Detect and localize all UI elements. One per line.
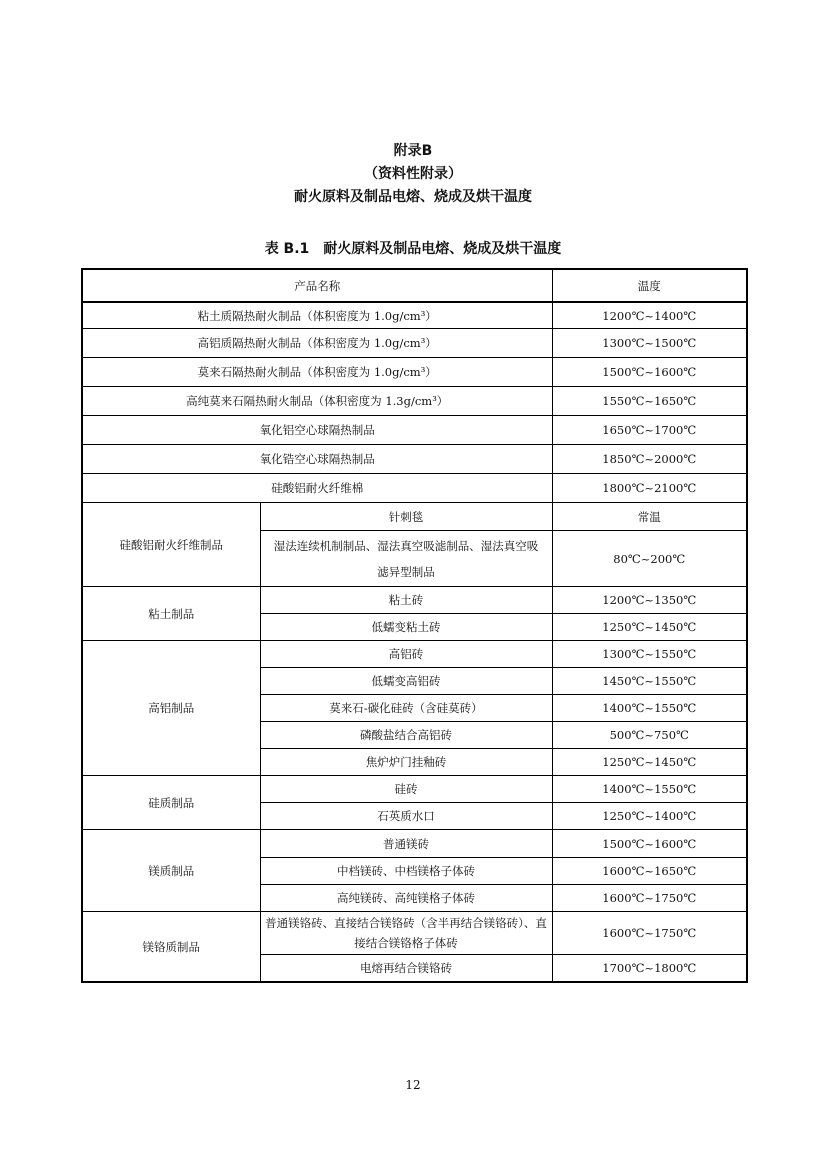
temperature-cell: 1200℃~1350℃: [552, 587, 747, 614]
temperature-cell: 1450℃~1550℃: [552, 668, 747, 695]
product-cell: 氧化锆空心球隔热制品: [82, 445, 552, 474]
temperature-cell: 1300℃~1500℃: [552, 329, 747, 358]
category-cell: 高铝制品: [82, 641, 260, 776]
product-cell: 高纯镁砖、高纯镁格子体砖: [260, 885, 552, 912]
product-cell: 低蠕变粘土砖: [260, 614, 552, 641]
table-body: [82, 302, 747, 982]
table-row: [82, 503, 747, 531]
temperature-cell: 1600℃~1750℃: [552, 885, 747, 912]
temperature-cell: 1250℃~1450℃: [552, 614, 747, 641]
table-row: [82, 912, 747, 955]
temperature-cell: 1200℃~1400℃: [552, 302, 747, 329]
table-row: [82, 302, 747, 329]
temperature-cell: 1250℃~1450℃: [552, 749, 747, 776]
temperature-table: [81, 268, 748, 983]
temperature-cell: 80℃~200℃: [552, 531, 747, 587]
category-cell: 镁铬质制品: [82, 912, 260, 983]
product-cell: 中档镁砖、中档镁格子体砖: [260, 858, 552, 885]
table-row: [82, 329, 747, 358]
category-cell: 硅酸铝耐火纤维制品: [82, 503, 260, 587]
product-cell: 磷酸盐结合高铝砖: [260, 722, 552, 749]
appendix-label: 附录B: [393, 143, 433, 159]
table-row: [82, 474, 747, 503]
product-cell: 粘土砖: [260, 587, 552, 614]
product-cell: 莫来石-碳化硅砖（含硅莫砖）: [260, 695, 552, 722]
product-cell: 石英质水口: [260, 803, 552, 830]
product-cell: 高铝砖: [260, 641, 552, 668]
category-cell: 粘土制品: [82, 587, 260, 641]
product-cell: 针刺毯: [260, 503, 552, 531]
product-cell: 粘土质隔热耐火制品（体积密度为 1.0g/cm³）: [82, 302, 552, 329]
table-caption: 表 B.1 耐火原料及制品电熔、烧成及烘干温度: [264, 241, 562, 257]
temperature-cell: 1600℃~1750℃: [552, 912, 747, 955]
product-cell: 莫来石隔热耐火制品（体积密度为 1.0g/cm³）: [82, 358, 552, 387]
product-cell: 低蠕变高铝砖: [260, 668, 552, 695]
temperature-cell: 1500℃~1600℃: [552, 358, 747, 387]
appendix-title: 耐火原料及制品电熔、烧成及烘干温度: [294, 189, 532, 205]
temperature-cell: 1250℃~1400℃: [552, 803, 747, 830]
table-row: [82, 358, 747, 387]
table-row: [82, 416, 747, 445]
product-cell: 氧化铝空心球隔热制品: [82, 416, 552, 445]
temperature-cell: 1800℃~2100℃: [552, 474, 747, 503]
table-row: [82, 387, 747, 416]
header-product: 产品名称: [82, 269, 552, 302]
product-cell: 高纯莫来石隔热耐火制品（体积密度为 1.3g/cm³）: [82, 387, 552, 416]
category-cell: 硅质制品: [82, 776, 260, 830]
temperature-cell: 1300℃~1550℃: [552, 641, 747, 668]
table-row: [82, 445, 747, 474]
table-row: [82, 830, 747, 858]
table-row: [82, 587, 747, 614]
temperature-cell: 1400℃~1550℃: [552, 776, 747, 803]
temperature-cell: 常温: [552, 503, 747, 531]
product-cell: 普通镁铬砖、直接结合镁铬砖（含半再结合镁铬砖）、直接结合镁铬格子体砖: [260, 912, 552, 955]
temperature-cell: 1700℃~1800℃: [552, 955, 747, 983]
temperature-cell: 500℃~750℃: [552, 722, 747, 749]
product-cell: 普通镁砖: [260, 830, 552, 858]
appendix-type: （资料性附录）: [364, 166, 462, 182]
product-cell: 硅酸铝耐火纤维棉: [82, 474, 552, 503]
category-cell: 镁质制品: [82, 830, 260, 912]
product-cell: 焦炉炉门挂釉砖: [260, 749, 552, 776]
header-temperature: 温度: [552, 269, 747, 302]
table-row: [82, 641, 747, 668]
table-header-row: [82, 269, 747, 302]
temperature-cell: 1650℃~1700℃: [552, 416, 747, 445]
temperature-cell: 1550℃~1650℃: [552, 387, 747, 416]
product-cell: 高铝质隔热耐火制品（体积密度为 1.0g/cm³）: [82, 329, 552, 358]
table-row: [82, 776, 747, 803]
temperature-cell: 1400℃~1550℃: [552, 695, 747, 722]
temperature-cell: 1600℃~1650℃: [552, 858, 747, 885]
product-cell: 硅砖: [260, 776, 552, 803]
product-cell: 电熔再结合镁铬砖: [260, 955, 552, 983]
product-cell: 湿法连续机制制品、湿法真空吸滤制品、湿法真空吸滤异型制品: [260, 531, 552, 587]
temperature-cell: 1500℃~1600℃: [552, 830, 747, 858]
temperature-cell: 1850℃~2000℃: [552, 445, 747, 474]
page-number: 12: [405, 1078, 421, 1092]
